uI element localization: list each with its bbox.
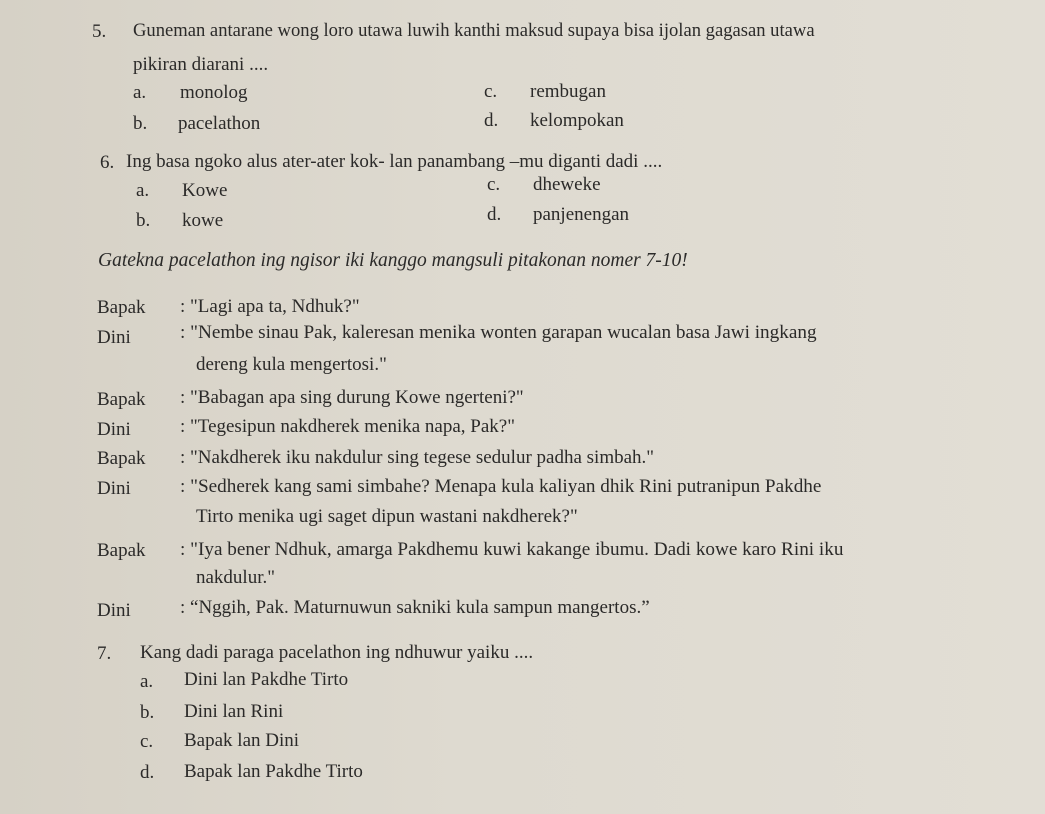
speaker-name: Bapak — [97, 540, 146, 561]
dialogue-line: nakdulur." — [196, 567, 275, 588]
option-text: kelompokan — [530, 110, 624, 131]
question-number: 6. — [100, 152, 115, 173]
dialogue-line: : "Nembe sinau Pak, kaleresan menika wonten garapan wucalan basa Jawi ingkang — [180, 322, 817, 343]
dialogue-line: Tirto menika ugi saget dipun wastani nakdherek?" — [196, 506, 578, 527]
option-letter: b. — [140, 702, 155, 723]
question-text: pikiran diarani .... — [133, 54, 269, 75]
option-letter: d. — [484, 110, 499, 131]
question-number: 5. — [92, 21, 107, 42]
dialogue-line: : "Lagi apa ta, Ndhuk?" — [180, 296, 360, 317]
option-letter: c. — [487, 174, 501, 195]
option-letter: d. — [140, 762, 155, 783]
option-text: panjenengan — [533, 204, 630, 225]
option-letter: a. — [140, 671, 154, 692]
speaker-name: Dini — [97, 419, 131, 440]
option-letter: b. — [136, 210, 151, 231]
option-text: Bapak lan Pakdhe Tirto — [184, 761, 363, 782]
option-text: rembugan — [530, 81, 606, 102]
speaker-name: Bapak — [97, 389, 146, 410]
dialogue-line: dereng kula mengertosi." — [196, 354, 387, 375]
dialogue-line: : “Nggih, Pak. Maturnuwun sakniki kula sampun mangertos.” — [180, 597, 650, 618]
dialogue-line: : "Sedherek kang sami simbahe? Menapa kula kaliyan dhik Rini putranipun Pakdhe — [180, 476, 822, 497]
option-text: Bapak lan Dini — [184, 730, 300, 751]
option-text: kowe — [182, 210, 224, 231]
dialogue-line: : "Tegesipun nakdherek menika napa, Pak?" — [180, 416, 515, 437]
question-number: 7. — [97, 643, 112, 664]
option-text: Dini lan Pakdhe Tirto — [184, 669, 349, 690]
speaker-name: Dini — [97, 600, 131, 621]
speaker-name: Bapak — [97, 448, 146, 469]
dialogue-line: : "Babagan apa sing durung Kowe ngerteni?" — [180, 387, 524, 408]
option-letter: a. — [136, 180, 150, 201]
option-text: monolog — [180, 82, 248, 103]
option-text: pacelathon — [178, 113, 261, 134]
question-text: Kang dadi paraga pacelathon ing ndhuwur yaiku .... — [140, 642, 534, 663]
option-text: dheweke — [533, 174, 601, 195]
instruction-text: Gatekna pacelathon ing ngisor iki kanggo mangsuli pitakonan nomer 7-10! — [98, 250, 688, 271]
option-text: Dini lan Rini — [184, 701, 284, 722]
dialogue-line: : "Nakdherek iku nakdulur sing tegese sedulur padha simbah." — [180, 447, 655, 468]
option-text: Kowe — [182, 180, 228, 201]
dialogue-line: : "Iya bener Ndhuk, amarga Pakdhemu kuwi kakange ibumu. Dadi kowe karo Rini iku — [180, 539, 844, 560]
question-text: Ing basa ngoko alus ater-ater kok- lan panambang –mu diganti dadi .... — [126, 151, 663, 172]
option-letter: b. — [133, 113, 148, 134]
option-letter: a. — [133, 82, 147, 103]
question-text: Guneman antarane wong loro utawa luwih kanthi maksud supaya bisa ijolan gagasan utawa — [133, 20, 815, 41]
option-letter: c. — [140, 731, 154, 752]
speaker-name: Dini — [97, 327, 131, 348]
option-letter: c. — [484, 81, 498, 102]
option-letter: d. — [487, 204, 502, 225]
speaker-name: Bapak — [97, 297, 146, 318]
speaker-name: Dini — [97, 478, 131, 499]
